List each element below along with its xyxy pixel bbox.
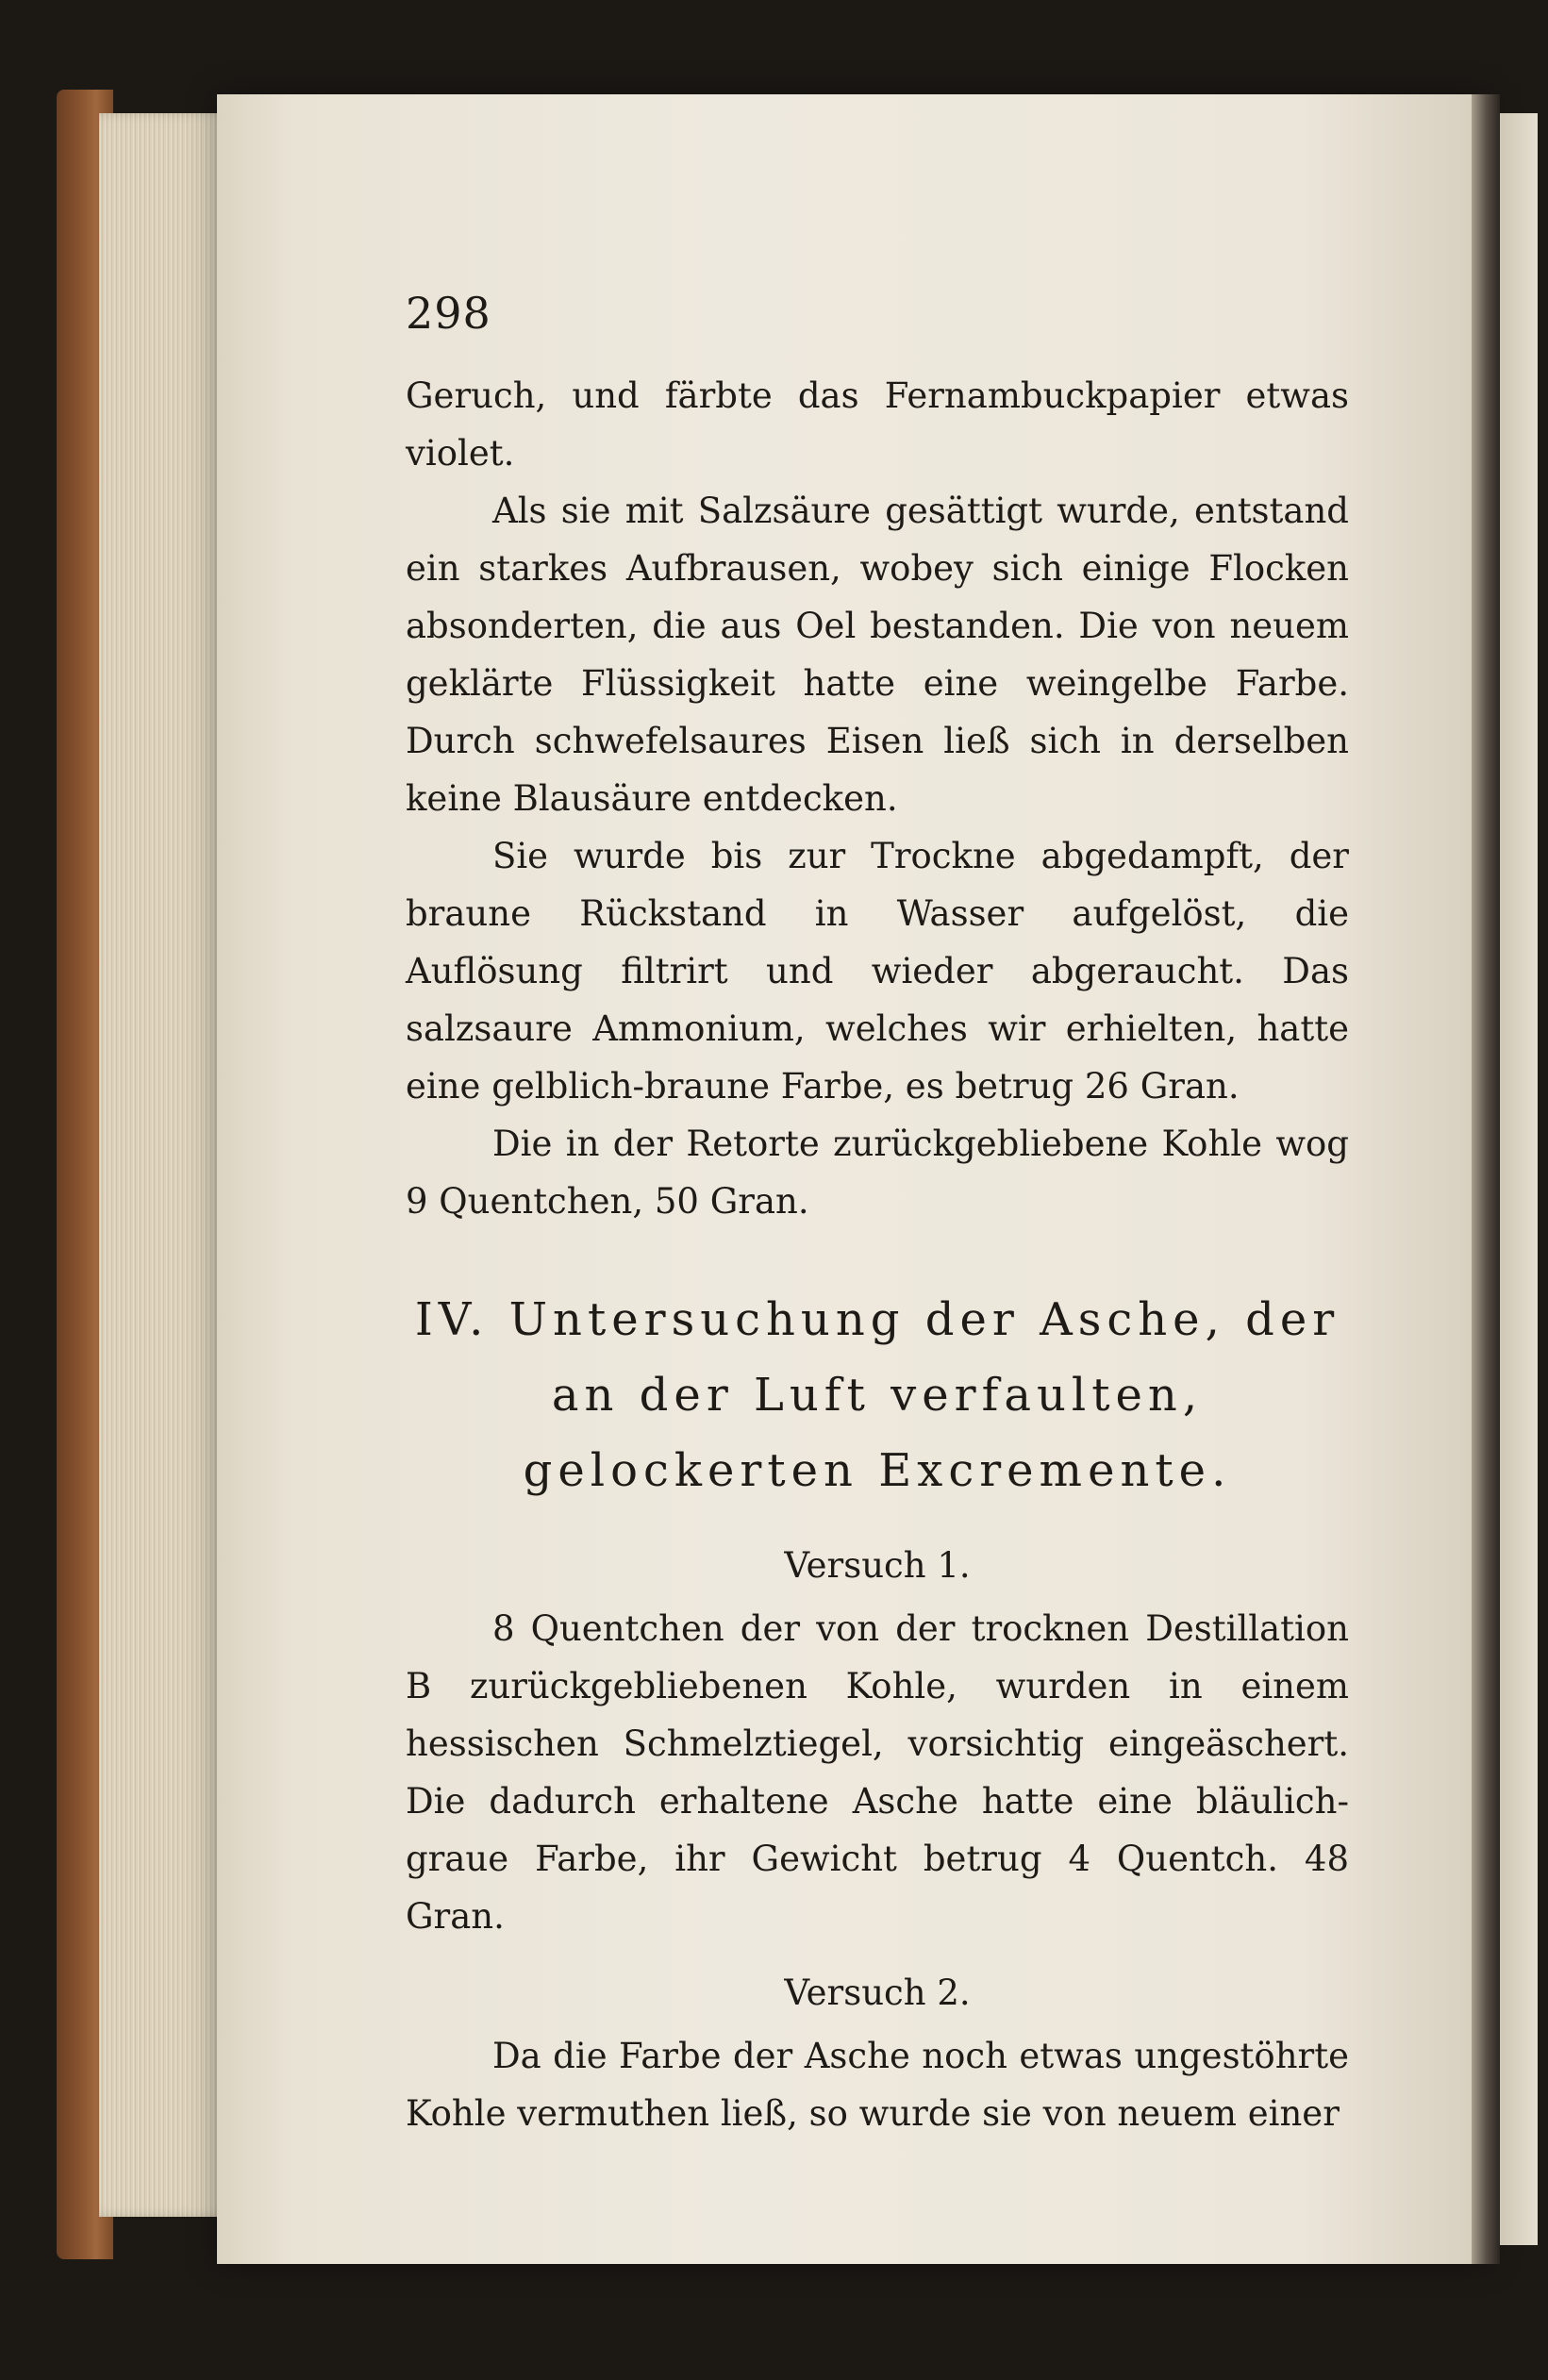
versuch-2-text: Da die Farbe der Asche noch etwas ungestöhrte Kohle vermuthen ließ, so wurde sie von neuem einer [406, 2036, 1349, 2134]
book-gutter [1472, 94, 1500, 2264]
paragraph: Geruch, und färbte das Fernambuckpapier etwas violet. [406, 375, 1349, 474]
facing-page-edge [1500, 113, 1538, 2245]
versuch-1-text: 8 Quentchen der von der trocknen Destillation B zurückgebliebenen Kohle, wurden in einem hessischen Schmelztiegel, vorsichtig eingeäschert. Die dadurch erhaltene Asche hatte eine bläulich-graue Farbe, ihr Gewicht betrug 4 Quentch. 48 Gran. [406, 1608, 1349, 1937]
page-stack [99, 113, 231, 2217]
versuch-1-title: Versuch 1. [784, 1545, 971, 1586]
paragraph: Sie wurde bis zur Trockne abgedampft, der braune Rückstand in Wasser aufgelöst, die Auflösung filtrirt und wieder abgeraucht. Das salzsaure Ammonium, welches wir erhielten, hatte eine gelblich-braune Farbe, es betrug 26 Gran. [406, 836, 1349, 1107]
paragraph: Die in der Retorte zurückgebliebene Kohle wog 9 Quentchen, 50 Gran. [406, 1123, 1349, 1222]
paragraph: Als sie mit Salzsäure gesättigt wurde, entstand ein starkes Aufbrausen, wobey sich einige Flocken absonderten, die aus Oel bestanden. Die von neuem geklärte Flüssigkeit hatte eine weingelbe Farbe. Durch schwefelsaures Eisen ließ sich in derselben keine Blausäure entdecken. [406, 491, 1349, 819]
page-text [406, 288, 1349, 2142]
versuch-2-title: Versuch 2. [784, 1972, 971, 2013]
page-number: 298 [406, 288, 491, 339]
section-heading: IV. Untersuchung der Asche, der an der Luft verfaulten, gelockerten Excremente. [414, 1293, 1340, 1497]
